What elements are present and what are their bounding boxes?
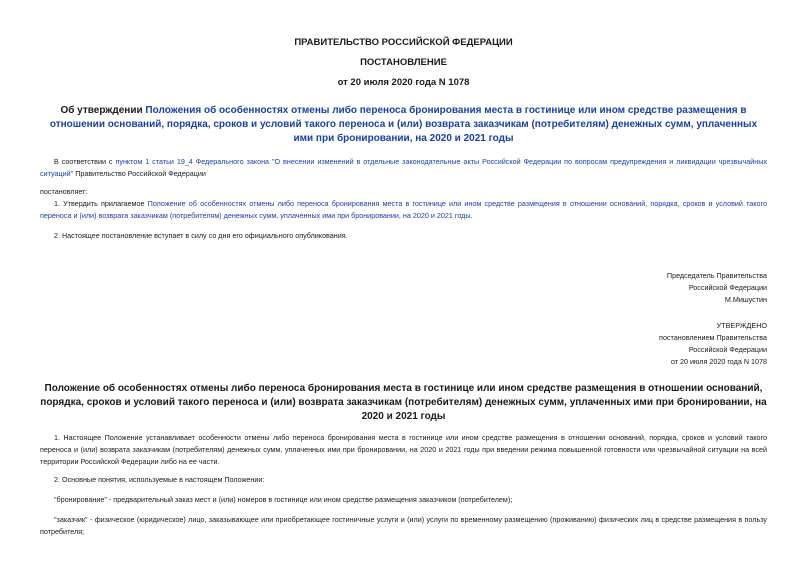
federal-law-link[interactable]: пунктом 1 статьи 19_4 Федерального закона "О внесении изменений в отдельные законодательные акты Российской Федерации по вопросам предупреждения и ликвидации чрезвычайных ситуаций": [40, 157, 768, 178]
definition-booking: "бронирование" - предварительный заказ мест и (или) номеров в гостинице или ином средстве размещения заказчиком (потребителем);: [54, 495, 513, 504]
signature-position: Председатель Правительства: [666, 271, 767, 280]
document-title: [40, 104, 767, 146]
regulation-paragraph-2: 2. Основные понятия, используемые в настоящем Положении:: [54, 475, 265, 484]
regulation-title: Положение об особенностях отмены либо переноса бронирования места в гостинице или ином средстве размещения в отношении оснований, порядка, сроков и условий такого переноса и (или) возврата заказчикам (потребителям) денежных сумм, уплаченных ими при бронировании, на 2020 и 2021 годы: [40, 383, 767, 422]
document-date-number: от 20 июля 2020 года N 1078: [337, 77, 470, 88]
approval-line-2: постановлением Правительства: [659, 333, 767, 342]
preamble-suffix: Правительство Российской Федерации: [73, 169, 206, 178]
decrees-text: постановляет:: [40, 187, 88, 196]
regulation-paragraph-1: 1. Настоящее Положение устанавливает особенности отмены либо переноса бронирования места в гостинице или ином средстве размещения в отношении оснований, порядка, сроков и условий такого переноса и (или) возврата заказчикам (потребителям) денежных сумм, уплаченных ими при бронировании, на 2020 и 2021 годы при введении режима повышенной готовности или чрезвычайной ситуации на всей территории Российской Федерации либо на ее части.: [40, 433, 767, 466]
approval-label: УТВЕРЖДЕНО: [716, 321, 767, 330]
regulation-link[interactable]: Положение об особенностях отмены либо переноса бронирования места в гостинице или ином средстве размещения в отношении оснований, порядка, сроков и условий такого переноса и (или) возврата заказчикам (потребителям) денежных сумм, уплаченных ими при бронировании, на 2020 и 2021 годы: [40, 199, 767, 220]
definition-customer: "заказчик" - физическое (юридическое) лицо, заказывающее или приобретающее гостиничные услуги и (или) услуги по временному размещению (проживанию) физических лиц в средстве размещения в пользу потребителя;: [40, 515, 767, 536]
item-1-paragraph: [40, 198, 767, 222]
preamble-prefix: В соответствии с: [54, 157, 116, 166]
document-type: ПОСТАНОВЛЕНИЕ: [360, 57, 447, 68]
item-1-suffix: .: [470, 211, 473, 220]
signature-name: М.Мишустин: [724, 295, 767, 304]
title-prefix: Об утверждении: [60, 105, 146, 116]
government-heading: ПРАВИТЕЛЬСТВО РОССИЙСКОЙ ФЕДЕРАЦИИ: [294, 37, 513, 48]
approval-block: [659, 320, 767, 368]
title-regulation-link[interactable]: Положения об особенностях отмены либо переноса бронирования места в гостинице или ином средстве размещения в отношении оснований, порядка, сроков и условий такого переноса и (или) возврата заказчикам (потребителям) денежных сумм, уплаченных ими при бронировании, на 2020 и 2021 годы: [49, 105, 758, 144]
approval-date: от 20 июля 2020 года N 1078: [670, 357, 767, 366]
preamble-paragraph: [40, 156, 767, 180]
signature-country: Российской Федерации: [688, 283, 767, 292]
item-1-prefix: 1. Утвердить прилагаемое: [54, 199, 148, 208]
signature-block: [667, 270, 767, 306]
item-2-paragraph: 2. Настоящее постановление вступает в силу со дня его официального опубликования.: [54, 231, 348, 240]
approval-line-3: Российской Федерации: [688, 345, 767, 354]
